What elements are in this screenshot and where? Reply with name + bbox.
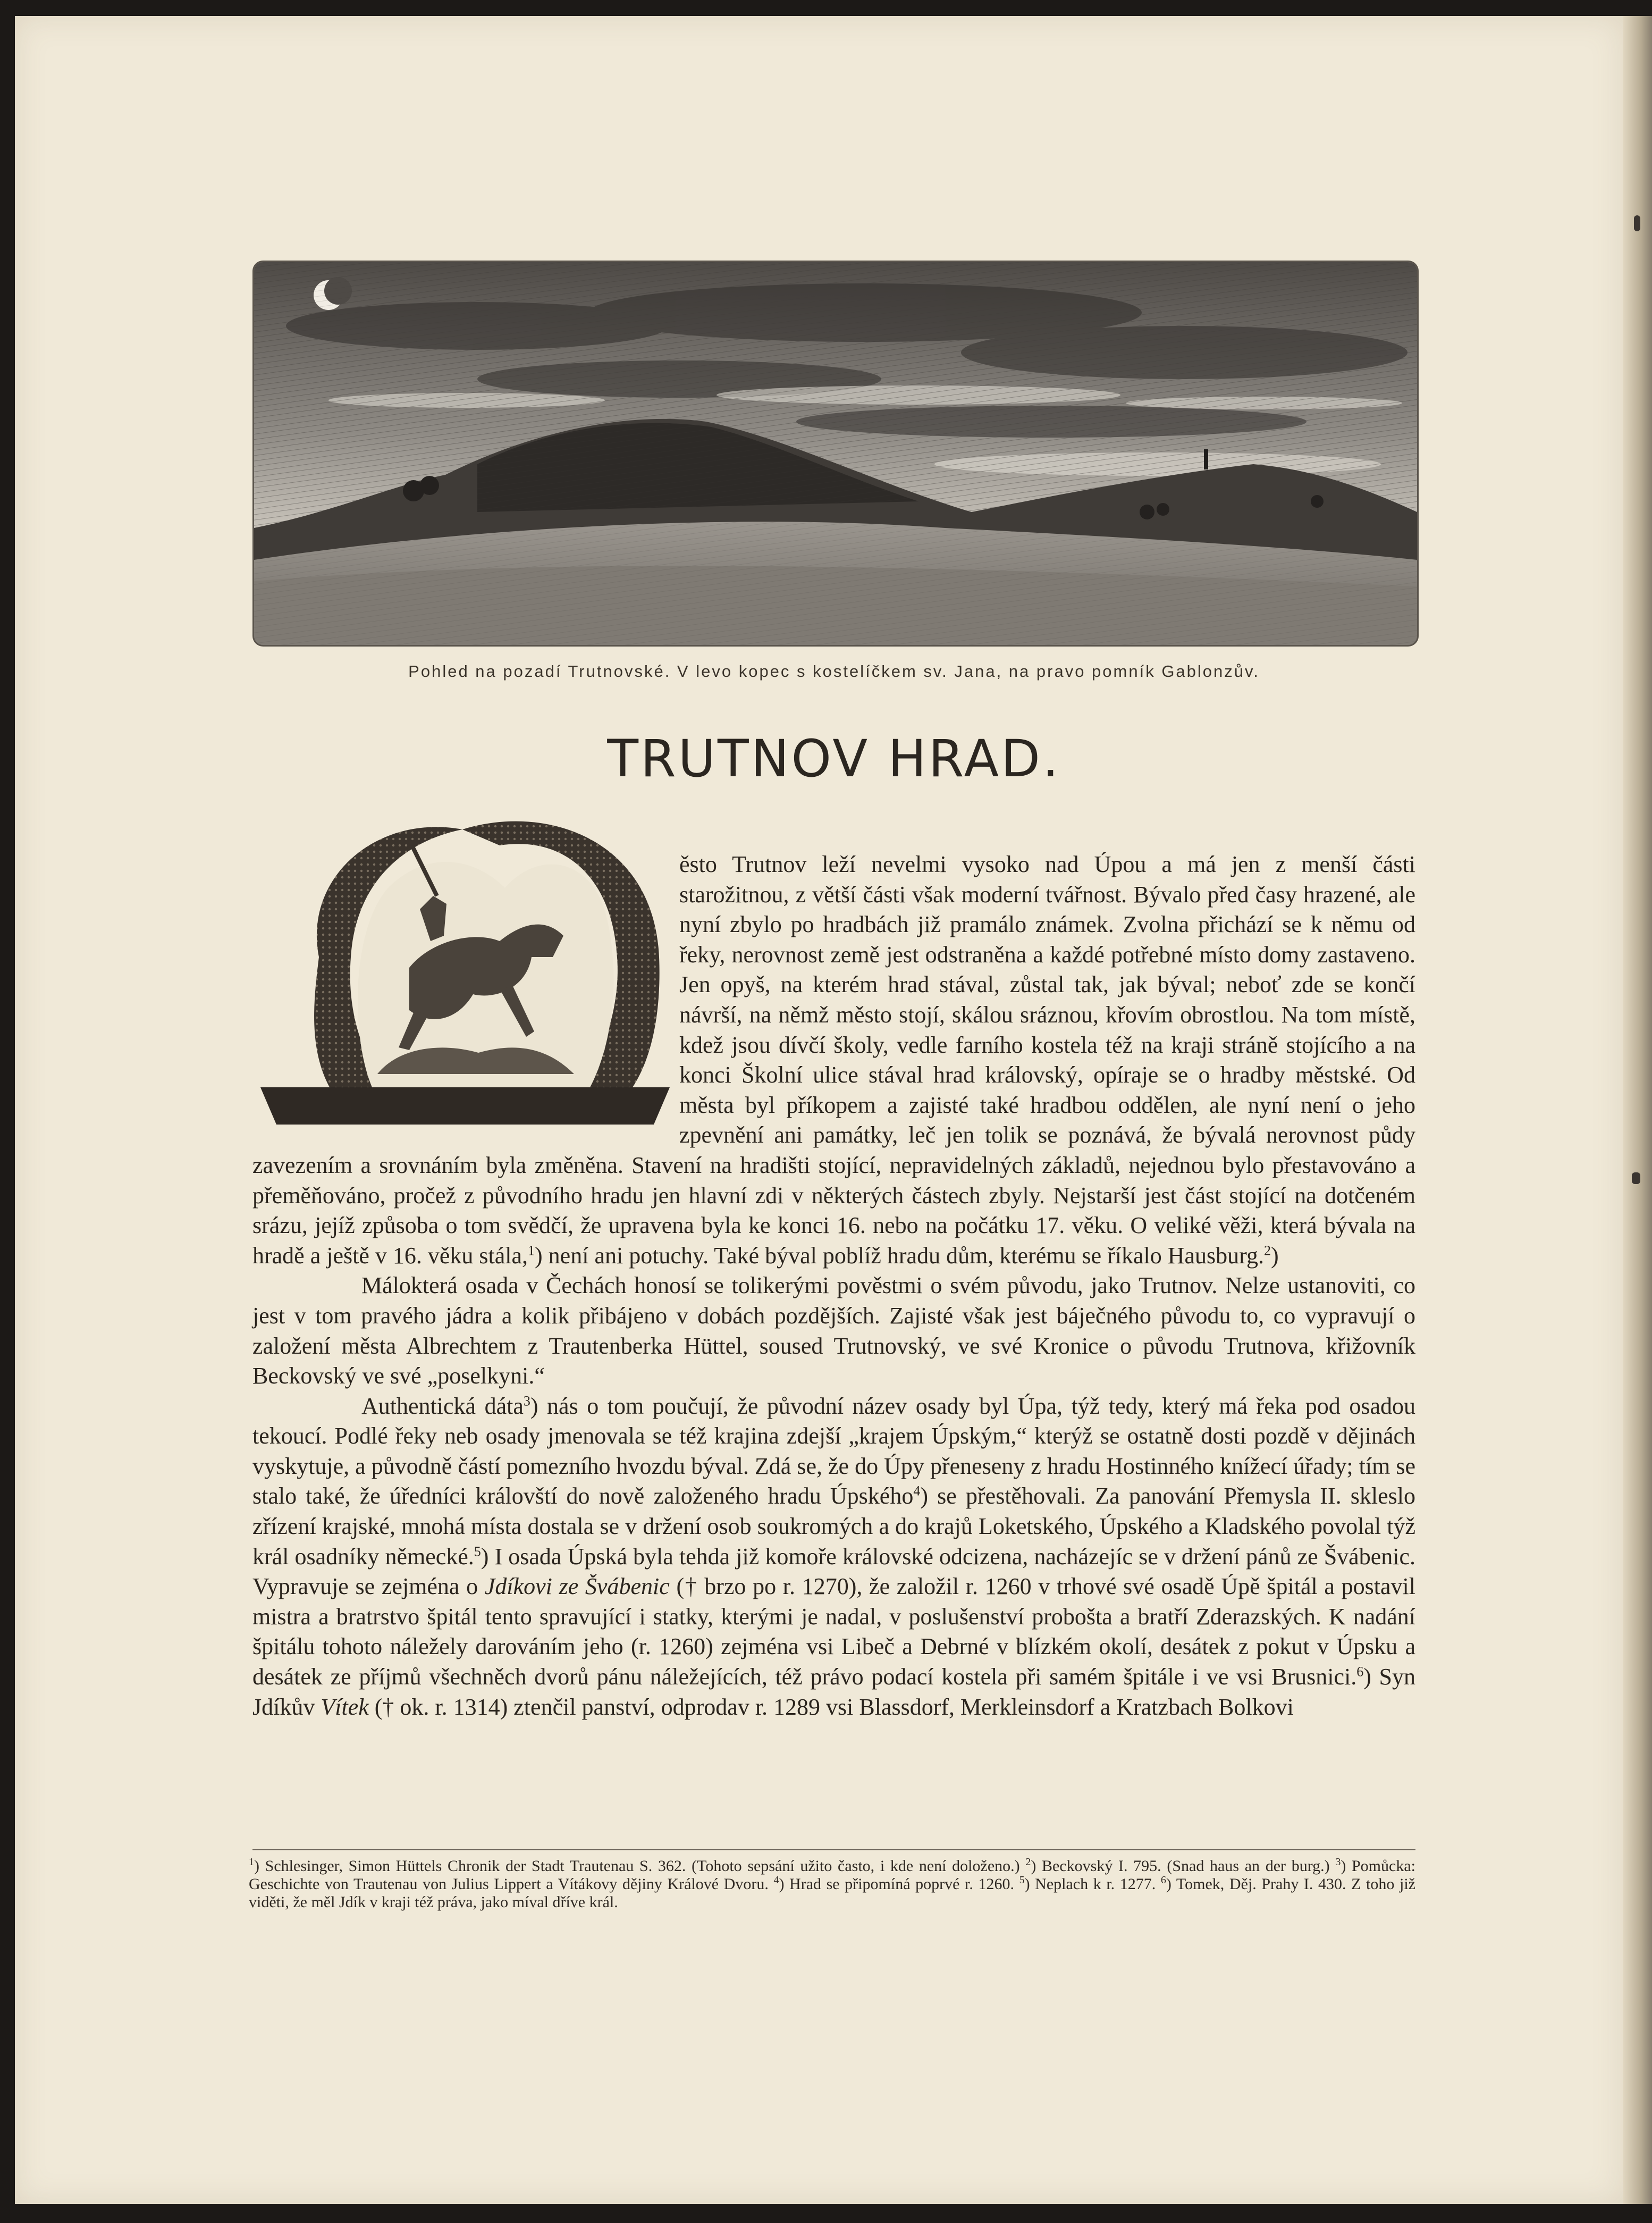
footnote-text: ) Beckovský I. 795. (Snad haus an der burg.) [1031, 1857, 1336, 1875]
paragraph-3-text: († ok. r. 1314) ztenčil panství, odprodav r. 1289 vsi Blassdorf, Merkleinsdorf a Kratzbach Bolkovi [368, 1693, 1294, 1720]
footnote-ref: 3 [523, 1393, 530, 1409]
paragraph-2: Málokterá osada v Čechách honosí se tolikerými pověstmi o svém původu, jako Trutnov. Nelze ustanoviti, co jest v tom pravého jádra a kolik přibájeno v dobách pozdějších. Zajisté však jest báječného původu to, co vypravují o založení města Albrechtem z Trautenberka Hüttel, soused Trutnovský, ve své Kronice o původu Trutnova, křižovník Beckovský ve své „poselkyni.“ [252, 1272, 1415, 1389]
page-edge [1623, 16, 1652, 2204]
footnote-number: 4 [773, 1874, 779, 1886]
footnote-text: ) Tomek, Děj. Prahy I. 430. Z toho již viděti, že měl Jdík v kraji též práva, jako míval dříve král. [249, 1875, 1415, 1911]
footnote-number: 1 [249, 1856, 254, 1868]
footnote-ref: 5 [474, 1543, 481, 1559]
paragraph-1-text: ) [1271, 1242, 1279, 1269]
footnote-number: 3 [1335, 1856, 1341, 1868]
footnote-ref: 1 [528, 1243, 535, 1259]
italic-name: Jdíkovi ze Švábenic [484, 1573, 670, 1600]
footnote-number: 6 [1160, 1874, 1166, 1886]
footnote-rule [252, 1849, 1415, 1850]
footnote-ref: 4 [913, 1483, 921, 1499]
footnote-number: 5 [1019, 1874, 1025, 1886]
paragraph-3 [252, 1391, 1415, 1723]
paragraph-3-text: Authentická dáta [361, 1392, 524, 1419]
footnote-number: 2 [1025, 1856, 1031, 1868]
footnotes [249, 1857, 1415, 1911]
footnote-text: ) Neplach k r. 1277. [1024, 1875, 1161, 1893]
paragraph-1-text: ěsto Trutnov leží nevelmi vysoko nad Úpou a má jen z menší části starožitnou, z větší části však moderní tvářnost. Bývalo před časy hrazené, ale nyní zbylo po hradbách již pramálo známek. Zvolna přichází se k němu od řeky, nerovnost země jest odstraněna a každé potřebné místo domy zastaveno. Jen opyš, na kterém hrad stával, zůstal tak, jak býval; neboť zde se končí návrší, na němž město stojí, skálou sráznou, křovím obrostlou. Na tom místě, kdež jsou dívčí školy, vedle farního kostela též na kraji stráně stojícího a na konci Školní ulice stával hrad královský, opíraje se o hradby městské. Od města byl příkopem a zajisté také hradbou oddělen, ale nyní není o jeho zpevnění ani památky, leč jen tolik se poznává, že bývalá nerovnost půdy zavezením a srovnáním byla změněna. Stavení na hradišti stojící, nepravidelných základů, nejednou bylo přestavováno a přeměňováno, pročež z původního hradu jen hlavní zdi v některých částech zbyly. Nejstarší jest část stojící na dotčeném srázu, jejíž způsoba o tom svědčí, že upravena byla ke konci 16. nebo na počátku 17. věku. O veliké věži, která bývala na hradě a ještě v 16. věku stála, [252, 851, 1415, 1269]
paragraph-3-text: († brzo po r. 1270), že založil r. 1260 v trhové své osadě Úpě špitál a postavil mistra a bratrstvo špitál tento spravující i statky, kterými je nadal, v poslušenství probošta a bratří Zderazských. K nadání špitálu tohoto náležely darováním jeho (r. 1260) zejména vsi Libeč a Debrné v blízkém okolí, desátek z pokut v Úpsku a desátek ze příjmů všechněch dvorů pánu náležejících, též právo podací kostela při samém špitále i ve vsi Brusnici. [252, 1573, 1415, 1690]
paragraph-1-text: ) není ani potuchy. Také býval poblíž hradu dům, kterému se říkalo Hausburg. [535, 1242, 1265, 1269]
illustration-caption: Pohled na pozadí Trutnovské. V levo kopec s kostelíčkem sv. Jana, na pravo pomník Gablonzův. [408, 662, 1260, 681]
initial-spacer [252, 850, 679, 1137]
footnote-ref: 2 [1264, 1243, 1271, 1259]
footnote-text: ) Hrad se připomíná poprvé r. 1260. [779, 1875, 1019, 1893]
italic-name: Vítek [321, 1693, 369, 1720]
binding-mark [1634, 215, 1640, 231]
footnote-text: ) Schlesinger, Simon Hüttels Chronik der Stadt Trautenau S. 362. (Tohoto sepsání užito často, i kde není doloženo.) [254, 1857, 1026, 1875]
paragraph-3-text: ) se přestěhovali. Za panování Přemysla II. skleslo zřízení krajské, mnohá místa dostala se v držení osob soukromých a do krajů Loketského, Úpského a Kladského povolal týž král osadníky německé. [252, 1483, 1415, 1570]
paragraph-3-text: ) Syn Jdíkův [252, 1664, 1415, 1720]
body-text [252, 850, 1415, 1722]
paragraph-3-text: ) nás o tom poučují, že původní název osady byl Úpa, týž tedy, který má řeka pod osadou tekoucí. Podlé řeky neb osady jmenovala se též krajina zdejší „krajem Úpským,“ kterýž se ostatně dosti pozdě v dějinách vyskytuje, a původně částí pomezního hvozdu býval. Zdá se, že do Úpy přeneseny z hradu Hostinného knížecí úřady; tím se stalo také, že úředníci královští do nově založeného hradu Úpského [252, 1392, 1415, 1509]
footnote-ref: 6 [1356, 1664, 1364, 1680]
paragraph-3-text: ) I osada Úpská byla tehda již komoře královské odcizena, nacházejíc se v držení pánů ze Švábenic. Vypravuje se zejména o [252, 1543, 1415, 1600]
landscape-illustration [252, 261, 1419, 647]
binding-mark [1632, 1172, 1640, 1184]
chapter-title: TRUTNOV HRAD. [607, 729, 1061, 788]
footnote-text: ) Pomůcka: Geschichte von Trautenau von Julius Lippert a Vítákovy dějiny Králové Dvoru. [249, 1857, 1415, 1893]
